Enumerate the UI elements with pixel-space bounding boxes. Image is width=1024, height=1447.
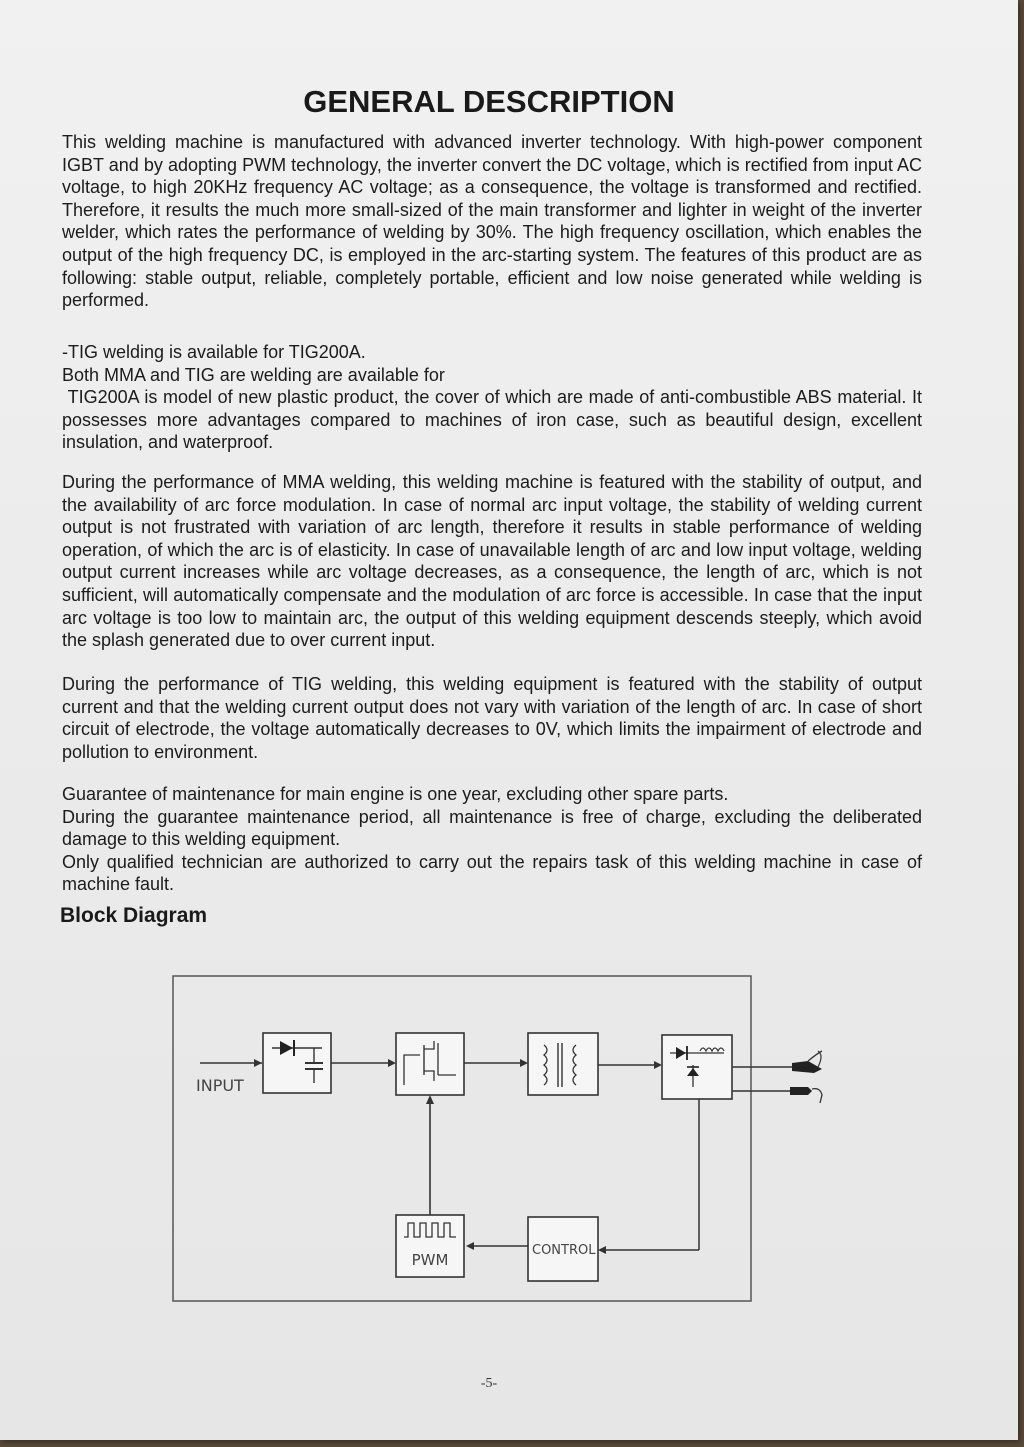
- igbt-switch-icon: [396, 1033, 464, 1095]
- pwm-label: PWM: [411, 1251, 449, 1269]
- output-rectifier-icon: [662, 1035, 732, 1099]
- block-diagram-heading: Block Diagram: [60, 904, 208, 927]
- block-diagram: [172, 975, 832, 1315]
- input-label: INPUT: [196, 1076, 244, 1095]
- intro-paragraph: This welding machine is manufactured with advanced inverter technology. With high-power component IGBT and by adopting PWM technology, the inverter convert the DC voltage, which is rectified from input AC voltage, to high 20KHz frequency AC voltage; as a consequence, the voltage is transformed and rectified. Therefore, it results the much more small-sized of the main transformer and lighter in weight of the inverter welder, which rates the performance of welding by 30%. The high frequency oscillation, which enables the output of the high frequency DC, is employed in the arc-starting system. The features of this product are as following: stable output, reliable, completely portable, efficient and low noise generated while welding is performed.: [62, 132, 922, 311]
- models-paragraph: [62, 341, 928, 454]
- control-block: [528, 1217, 598, 1281]
- tig-availability-line: -TIG welding is available for TIG200A.: [62, 342, 366, 362]
- guarantee-line-2: During the guarantee maintenance period, all maintenance is free of charge, excluding the deliberated damage to this welding equipment.: [62, 806, 922, 850]
- rectifier-icon: [263, 1033, 331, 1093]
- input-arrowhead: [254, 1059, 262, 1067]
- page-number: -5-: [480, 1376, 498, 1391]
- page-title: GENERAL DESCRIPTION: [303, 84, 675, 119]
- guarantee-line-1: Guarantee of maintenance for main engine is one year, excluding other spare parts.: [62, 784, 729, 804]
- mma-welding-paragraph: During the performance of MMA welding, this welding machine is featured with the stability of output, and the availability of arc force modulation. In case of normal arc input voltage, the stability of welding current output is not frustrated with variation of arc length, therefore it results in stable performance of welding operation, of which the arc is of elasticity. In case of unavailable length of arc and low input voltage, welding output current increases while arc voltage decreases, as a consequence, the length of arc, which is not sufficient, will automatically compensate and the modulation of arc force is accessible. In case that the input arc voltage is too low to maintain arc, the output of this welding equipment descends steeply, which avoid the splash generated due to over current input.: [62, 472, 922, 651]
- guarantee-line-3: Only qualified technician are authorized to carry out the repairs task of this welding machine in case of machine fault.: [62, 851, 922, 895]
- guarantee-paragraph: [62, 783, 922, 896]
- pwm-waveform-icon: [396, 1215, 464, 1277]
- plastic-case-text: TIG200A is model of new plastic product, the cover of which are made of anti-combustible ABS material. It possesses more advantages compared to machines of iron case, such as beautiful design, excellent insulation, and waterproof.: [62, 387, 928, 453]
- transformer-icon: [528, 1033, 598, 1095]
- tig-welding-paragraph: During the performance of TIG welding, this welding equipment is featured with the stability of output current and that the welding current output does not vary with variation of the length of arc. In case of short circuit of electrode, the voltage automatically decreases to 0V, which limits the impairment of electrode and pollution to environment.: [62, 674, 922, 762]
- control-label: CONTROL: [532, 1243, 596, 1258]
- torch-icon: [792, 1051, 822, 1073]
- mma-tig-line: Both MMA and TIG are welding are available for: [62, 364, 445, 385]
- ground-clamp-icon: [790, 1087, 822, 1103]
